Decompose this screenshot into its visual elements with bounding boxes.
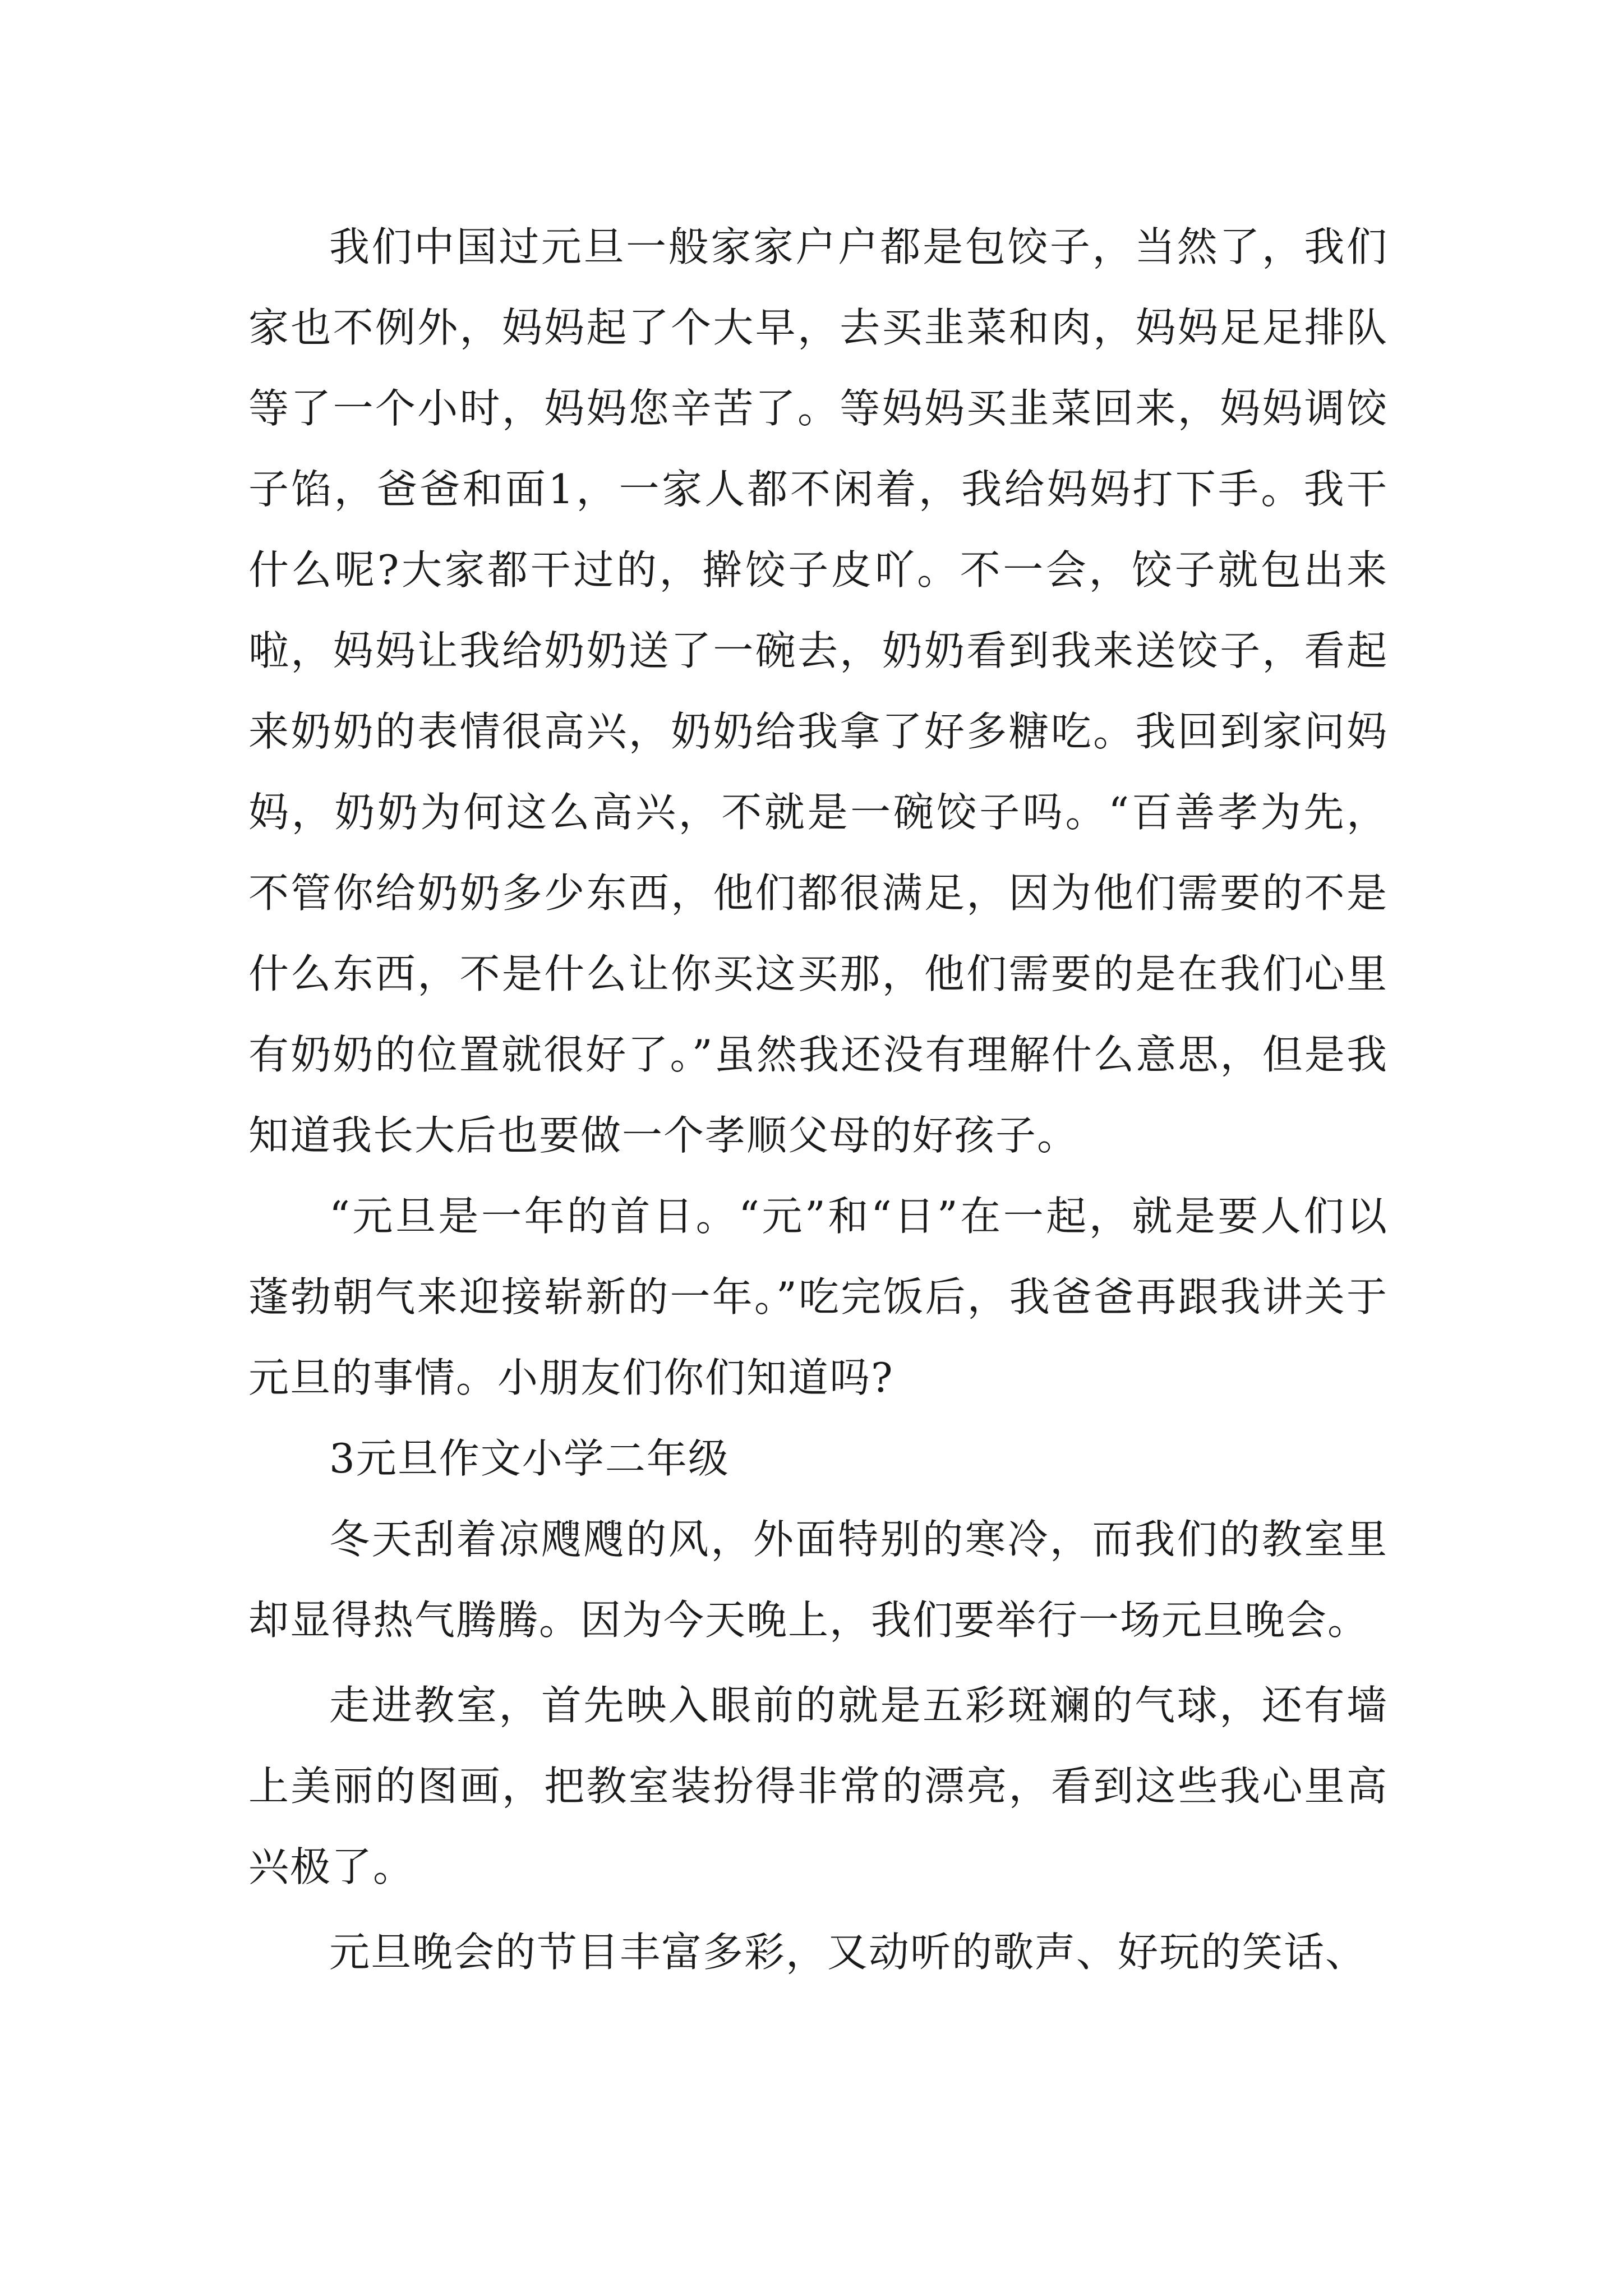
paragraph-classroom-warmth: 冬天刮着凉飕飕的风，外面特别的寒冷，而我们的教室里却显得热气腾腾。因为今天晚上，我们要举行一场元旦晚会。 [248, 1516, 1388, 1644]
document-body [248, 206, 1388, 1993]
paragraph-party-programs: 元旦晚会的节目丰富多彩，又动听的歌声、好玩的笑话、 [329, 1929, 1367, 1976]
paragraph-classroom-decor: 走进教室，首先映入眼前的就是五彩斑斓的气球，还有墙上美丽的图画，把教室装扮得非常的漂亮，看到这些我心里高兴极了。 [248, 1682, 1388, 1890]
section-heading: 3元旦作文小学二年级 [329, 1435, 730, 1482]
paragraph-dumplings: 我们中国过元旦一般家家户户都是包饺子，当然了，我们家也不例外，妈妈起了个大早，去买韭菜和肉，妈妈足足排队等了一个小时，妈妈您辛苦了。等妈妈买韭菜回来，妈妈调饺子馅，爸爸和面1，一家人都不闲着，我给妈妈打下手。我干什么呢?大家都干过的，擀饺子皮吖。不一会，饺子就包出来啦，妈妈让我给奶奶送了一碗去，奶奶看到我来送饺子，看起来奶奶的表情很高兴，奶奶给我拿了好多糖吃。我回到家问妈妈，奶奶为何这么高兴，不就是一碗饺子吗。“百善孝为先，不管你给奶奶多少东西，他们都很满足，因为他们需要的不是什么东西，不是什么让你买这买那，他们需要的是在我们心里有奶奶的位置就很好了。”虽然我还没有理解什么意思，但是我知道我长大后也要做一个孝顺父母的好孩子。 [248, 223, 1388, 1159]
paragraph-new-year-meaning: “元旦是一年的首日。“元”和“日”在一起，就是要人们以蓬勃朝气来迎接崭新的一年。”吃完饭后，我爸爸再跟我讲关于元旦的事情。小朋友们你们知道吗? [248, 1193, 1388, 1401]
